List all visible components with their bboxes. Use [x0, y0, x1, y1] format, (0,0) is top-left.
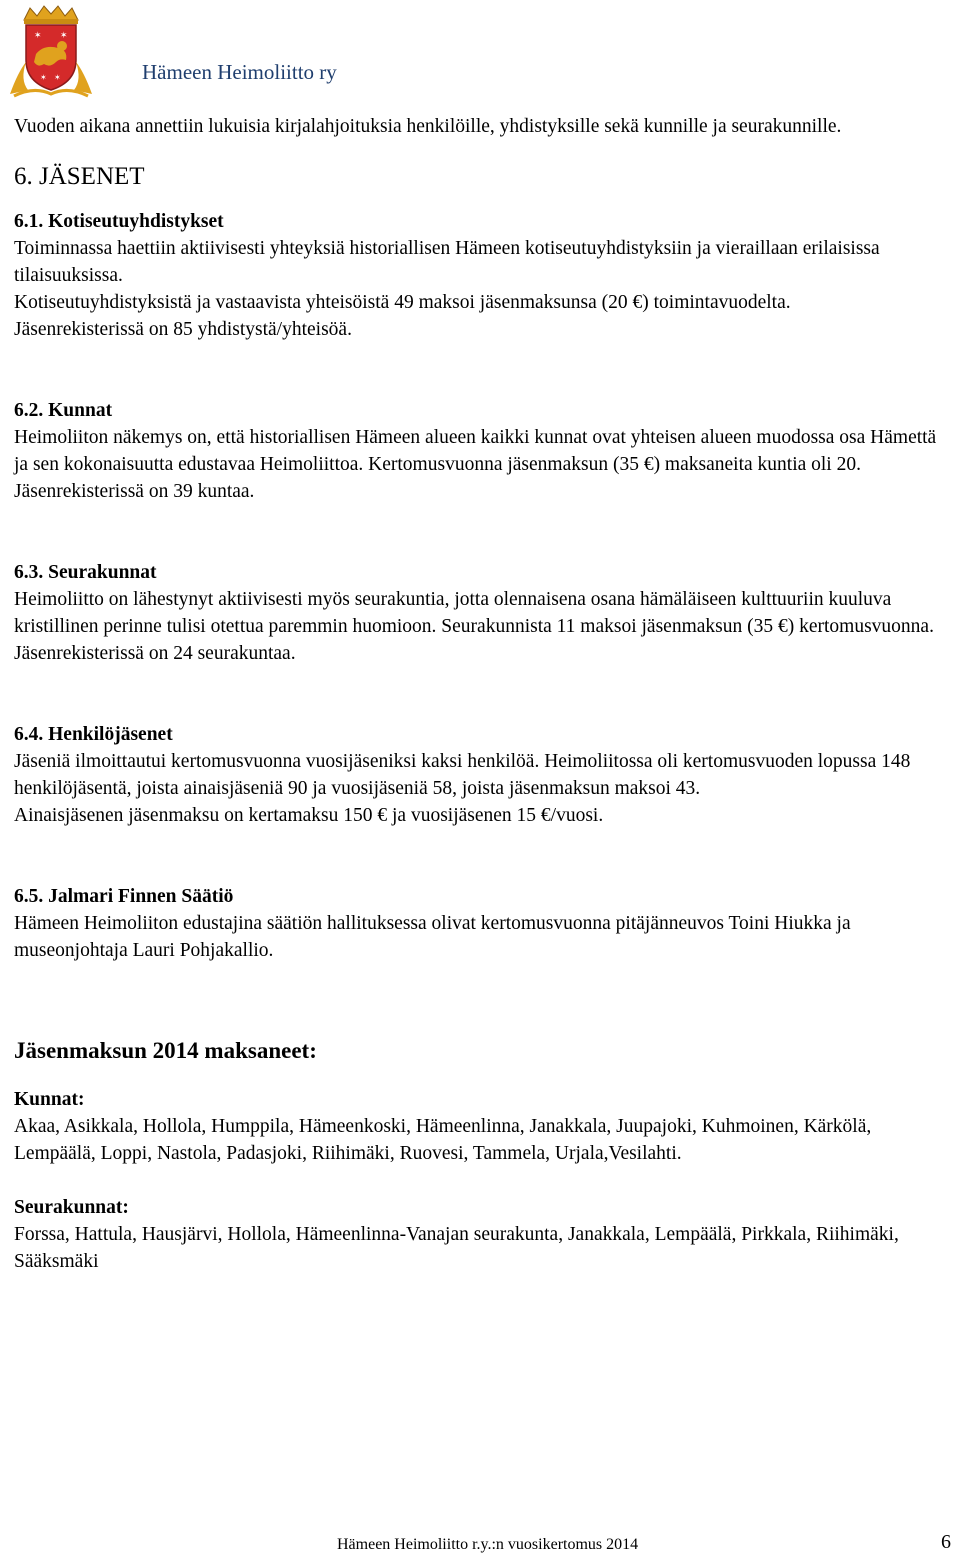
- section-title-6-4: 6.4. Henkilöjäsenet: [14, 724, 173, 745]
- section-title-6-3: 6.3. Seurakunnat: [14, 562, 157, 583]
- svg-text:✶: ✶: [34, 31, 42, 41]
- paragraph-6-1-b: Kotiseutuyhdistyksistä ja vastaavista yhteisöistä 49 maksoi jäsenmaksunsa (20 €) toimintavuodelta.: [14, 292, 791, 313]
- document-body: [14, 113, 954, 1275]
- paragraph-6-1-a: Toiminnassa haettiin aktiivisesti yhteyksiä historiallisen Hämeen kotiseutuyhdistyksiin ja vieraillaan erilaisissa tilaisuuksissa.: [14, 238, 880, 286]
- intro-paragraph: Vuoden aikana annettiin lukuisia kirjalahjoituksia henkilöille, yhdistyksille sekä kunnille ja seurakunnille.: [14, 116, 842, 137]
- paragraph-6-4-a: Jäseniä ilmoittautui kertomusvuonna vuosijäseniksi kaksi henkilöä. Heimoliitossa oli kertomusvuoden lopussa 148 henkilöjäsentä, joista ainaisjäseniä 90 ja vuosijäseniä 58, joista jäsenmaksun maksoi 43.: [14, 751, 911, 799]
- payers-title: Jäsenmaksun 2014 maksaneet:: [14, 1038, 317, 1063]
- parishes-label: Seurakunnat:: [14, 1197, 129, 1218]
- section-title-6-2: 6.2. Kunnat: [14, 400, 113, 421]
- paragraph-6-2: Heimoliiton näkemys on, että historiallisen Hämeen alueen kaikki kunnat ovat yhteisen alueen muodossa osa Hämettä ja sen kokonaisuutta edustavaa Heimoliittoa. Kertomusvuonna jäsenmaksun (35 €) maksaneita kuntia oli 20. Jäsenrekisterissä on 39 kuntaa.: [14, 427, 937, 502]
- municipalities-list: Akaa, Asikkala, Hollola, Humppila, Hämeenkoski, Hämeenlinna, Janakkala, Juupajoki, Kuhmoinen, Kärkölä, Lempäälä, Loppi, Nastola, Padasjoki, Riihimäki, Ruovesi, Tammela, Urjala,Vesilahti.: [14, 1116, 872, 1164]
- section-heading-members: 6. JÄSENET: [14, 163, 145, 190]
- section-title-6-5: 6.5. Jalmari Finnen Säätiö: [14, 886, 234, 907]
- paragraph-6-5: Hämeen Heimoliiton edustajina säätiön hallituksessa olivat kertomusvuonna pitäjänneuvos Toini Hiukka ja museonjohtaja Lauri Pohjakallio.: [14, 913, 851, 961]
- footer-text: Hämeen Heimoliitto r.y.:n vuosikertomus 2014: [337, 1536, 639, 1553]
- paragraph-6-1-c: Jäsenrekisterissä on 85 yhdistystä/yhteisöä.: [14, 319, 352, 340]
- organization-name: Hämeen Heimoliitto ry: [142, 60, 337, 84]
- section-title-6-1: 6.1. Kotiseutuyhdistykset: [14, 211, 224, 232]
- municipalities-label: Kunnat:: [14, 1089, 85, 1110]
- svg-text:✶: ✶: [54, 73, 61, 82]
- page-header: [0, 0, 960, 100]
- svg-text:✶: ✶: [40, 73, 47, 82]
- parishes-list: Forssa, Hattula, Hausjärvi, Hollola, Hämeenlinna-Vanajan seurakunta, Janakkala, Lempäälä, Pirkkala, Riihimäki, Sääksmäki: [14, 1224, 899, 1272]
- coat-of-arms-icon: [4, 2, 98, 98]
- paragraph-6-3: Heimoliitto on lähestynyt aktiivisesti myös seurakuntia, jotta olennaisena osana hämäläiseen kulttuuriin kuuluva kristillinen perinne tulisi otettua paremmin huomioon. Seurakunnista 11 maksoi jäsenmaksun (35 €) kertomusvuonna. Jäsenrekisterissä on 24 seurakuntaa.: [14, 589, 934, 664]
- page-number: 6: [941, 1531, 951, 1553]
- paragraph-6-4-b: Ainaisjäsenen jäsenmaksu on kertamaksu 150 € ja vuosijäsenen 15 €/vuosi.: [14, 805, 604, 826]
- svg-text:✶: ✶: [60, 31, 68, 41]
